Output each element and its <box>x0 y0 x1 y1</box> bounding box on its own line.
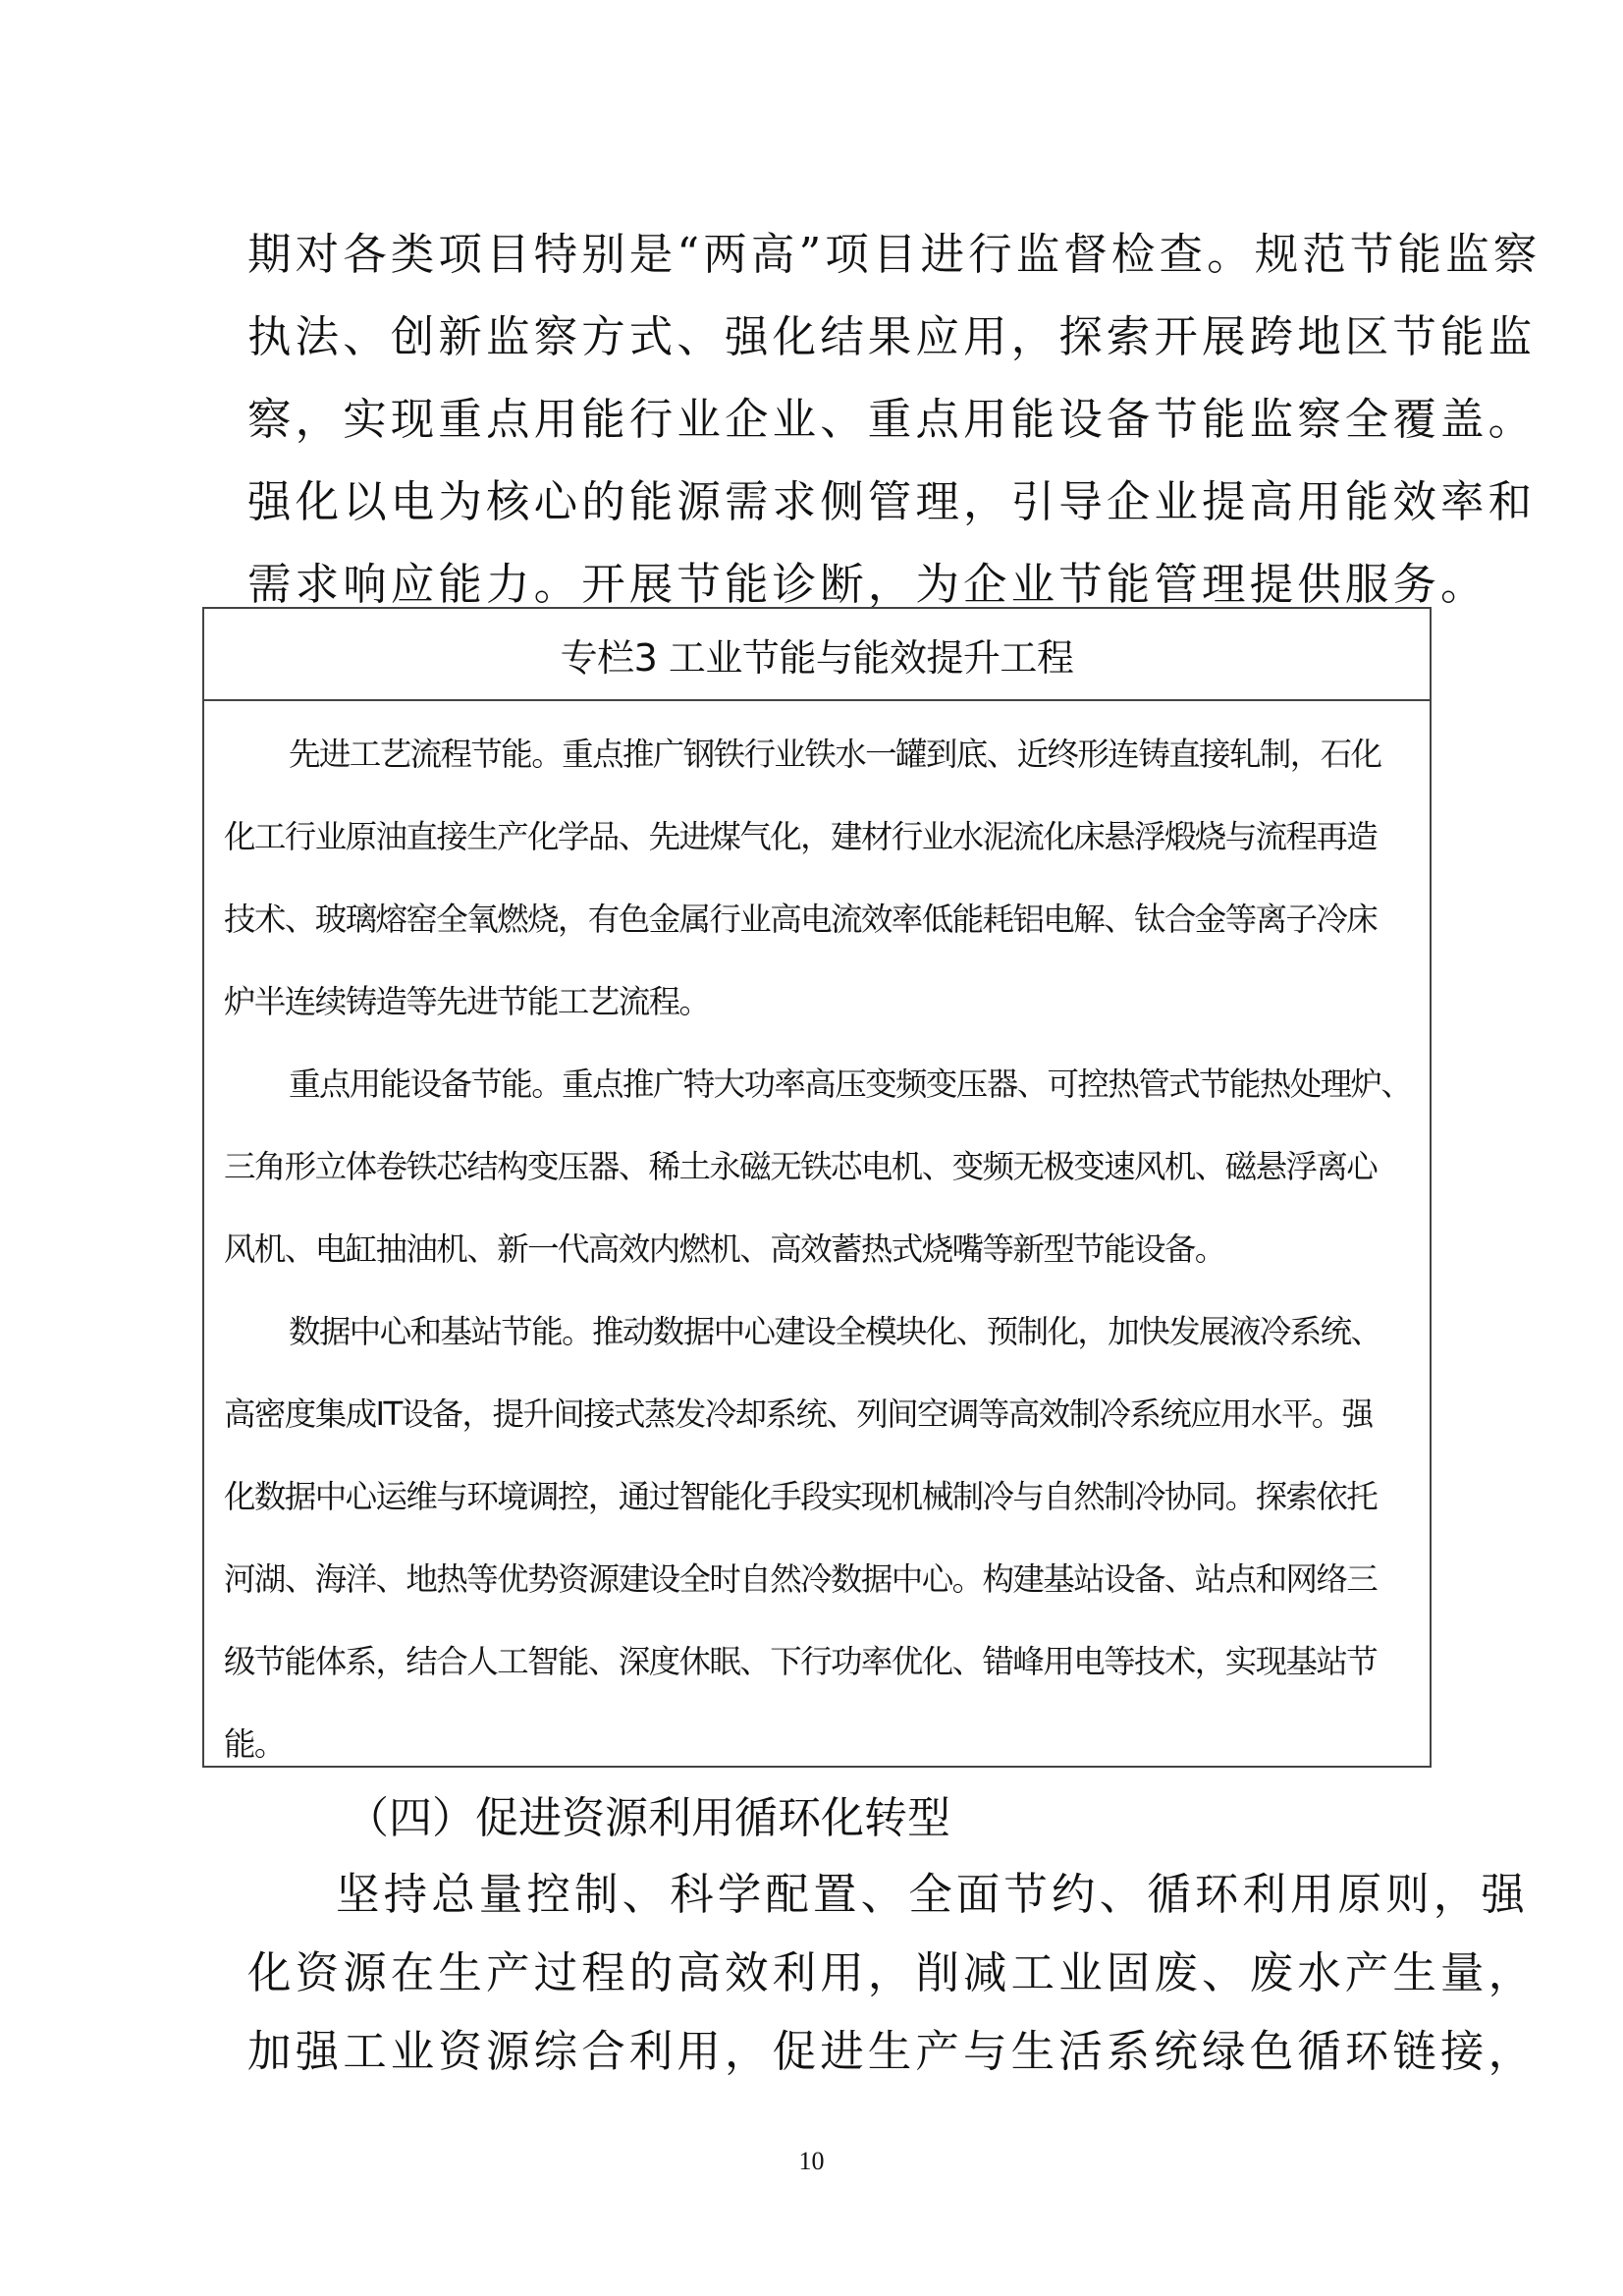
text-line: 期对各类项目特别是“两高”项目进行监督检查。规范节能监察 <box>247 230 1542 280</box>
text-line: 加强工业资源综合利用，促进生产与生活系统绿色循环链接， <box>247 2027 1537 2077</box>
box-text-line: 河湖、海洋、地热等优势资源建设全时自然冷数据中心。构建基站设备、站点和网络三 <box>224 1560 1378 1598</box>
feature-box <box>202 607 1432 1768</box>
text-line: 化资源在生产过程的高效利用，削减工业固废、废水产生量， <box>247 1948 1537 1998</box>
box-text-line: 技术、玻璃熔窑全氧燃烧，有色金属行业高电流效率低能耗铝电解、钛合金等离子冷床 <box>224 901 1378 938</box>
text-line: 执法、创新监察方式、强化结果应用，探索开展跨地区节能监 <box>247 312 1537 362</box>
feature-box-body <box>224 713 1410 1785</box>
feature-box-title: 专栏3 工业节能与能效提升工程 <box>204 609 1430 701</box>
text-line: 坚持总量控制、科学配置、全面节约、循环利用原则，强 <box>336 1870 1530 1920</box>
page-number: 10 <box>798 2147 825 2175</box>
box-text-line: 先进工艺流程节能。重点推广钢铁行业铁水一罐到底、近终形连铸直接轧制，石化 <box>289 736 1381 773</box>
box-text-line: 数据中心和基站节能。推动数据中心建设全模块化、预制化，加快发展液冷系统、 <box>289 1313 1381 1350</box>
text-line: 强化以电为核心的能源需求侧管理，引导企业提高用能效率和 <box>247 477 1537 527</box>
section-heading: （四）促进资源利用循环化转型 <box>346 1793 950 1843</box>
box-text-line: 化数据中心运维与环境调控，通过智能化手段实现机械制冷与自然制冷协同。探索依托 <box>224 1478 1378 1515</box>
box-text-line: 高密度集成IT设备，提升间接式蒸发冷却系统、列间空调等高效制冷系统应用水平。强 <box>224 1395 1373 1433</box>
box-text-line: 能。 <box>224 1725 285 1763</box>
body-paragraph-bottom <box>247 1856 1537 2092</box>
box-text-line: 风机、电缸抽油机、新一代高效内燃机、高效蓄热式烧嘴等新型节能设备。 <box>224 1230 1225 1268</box>
body-paragraph-top <box>247 214 1542 627</box>
box-text-line: 重点用能设备节能。重点推广特大功率高压变频变压器、可控热管式节能热处理炉、 <box>289 1066 1412 1103</box>
text-line: 需求响应能力。开展节能诊断，为企业节能管理提供服务。 <box>247 560 1488 610</box>
box-text-line: 级节能体系，结合人工智能、深度休眠、下行功率优化、错峰用电等技术，实现基站节 <box>224 1643 1378 1680</box>
box-text-line: 化工行业原油直接生产化学品、先进煤气化，建材行业水泥流化床悬浮煅烧与流程再造 <box>224 818 1378 855</box>
box-text-line: 炉半连续铸造等先进节能工艺流程。 <box>224 983 710 1020</box>
box-text-line: 三角形立体卷铁芯结构变压器、稀土永磁无铁芯电机、变频无极变速风机、磁悬浮离心 <box>224 1148 1378 1185</box>
text-line: 察，实现重点用能行业企业、重点用能设备节能监察全覆盖。 <box>247 395 1537 445</box>
